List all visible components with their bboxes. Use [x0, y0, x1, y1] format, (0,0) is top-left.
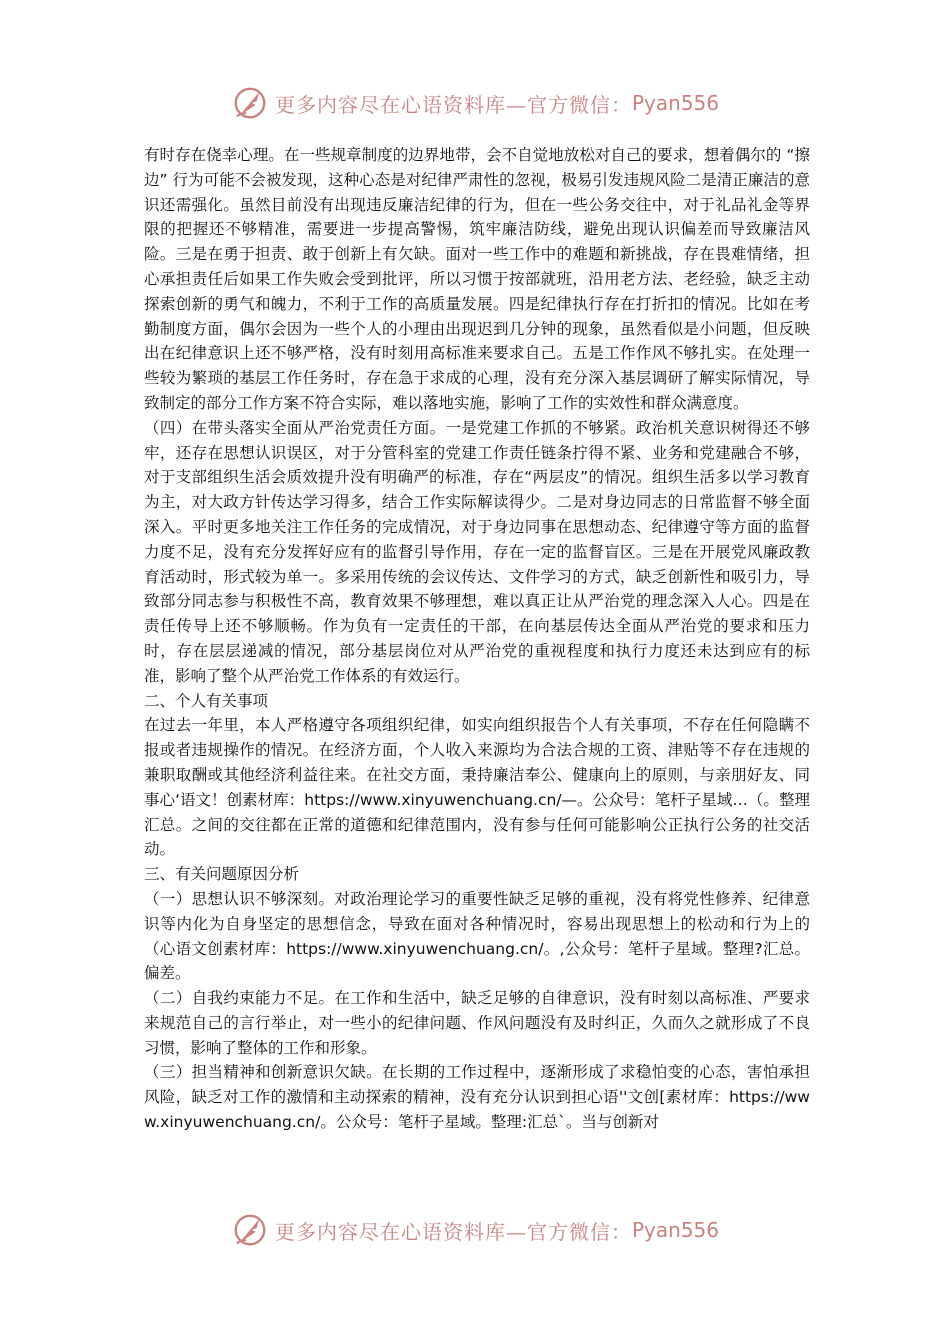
section-heading-2: 二、个人有关事项: [144, 691, 269, 710]
paragraph-2: （四）在带头落实全面从严治党责任方面。一是党建工作抓的不够紧。政治机关意识树得还不够牢，还存在思想认识误区，对于分管科室的党建工作责任链条拧得不紧、业务和党建融合不够，对于支部组织生活会质效提升没有明确严的标准，存在“两层皮”的情况。组织生活多以学习教育为主，对大政方针传达学习得多，结合工作实际解读得少。二是对身边同志的日常监督不够全面深入。平时更多地关注工作任务的完成情况，对于身边同事在思想动态、纪律遵守等方面的监督力度不足，没有充分发挥好应有的监督引导作用，存在一定的监督盲区。三是在开展党风廉政教育活动时，形式较为单一。多采用传统的会议传达、文件学习的方式，缺乏创新性和吸引力，导致部分同志参与积极性不高，教育效果不够理想，难以真正让从严治党的理念深入人心。四是在责任传导上还不够顺畅。作为负有一定责任的干部，在向基层传达全面从严治党的要求和压力时，存在层层递减的情况，部分基层岗位对从严治党的重视程度和执行力度还未达到应有的标准，影响了整个从严治党工作体系的有效运行。: [144, 418, 810, 685]
watermark-brand: Pyan556: [631, 1218, 719, 1242]
document-body: [144, 143, 810, 1135]
watermark-text: 更多内容尽在心语资料库—官方微信：: [274, 92, 632, 117]
paragraph-4: （一）思想认识不够深刻。对政治理论学习的重要性缺乏足够的重视，没有将党性修养、纪律意识等内化为自身坚定的思想信念，导致在面对各种情况时，容易出现思想上的松动和行为上的（心语文创素材库：https://www.xinyuwenchuang.cn/。,公众号：笔杆子星域。整理?汇总。偏差。: [144, 889, 810, 983]
quill-logo-icon: [231, 1211, 269, 1249]
quill-logo-icon: [231, 84, 269, 122]
watermark-brand: Pyan556: [631, 91, 719, 115]
watermark-header: [0, 78, 950, 128]
watermark-text: 更多内容尽在心语资料库—官方微信：: [274, 1219, 632, 1244]
paragraph-5: （二）自我约束能力不足。在工作和生活中，缺乏足够的自律意识，没有时刻以高标准、严要求来规范自己的言行举止，对一些小的纪律问题、作风问题没有及时纠正，久而久之就形成了不良习惯，影响了整体的工作和形象。: [144, 989, 810, 1057]
paragraph-3: 在过去一年里，本人严格遵守各项组织纪律，如实向组织报告个人有关事项，不存在任何隐瞒不报或者违规操作的情况。在经济方面，个人收入来源均为合法合规的工资、津贴等不存在违规的兼职取酬或其他经济利益往来。在社交方面，秉持廉洁奉公、健康向上的原则，与亲朋好友、同事心‘语文！创素材库：https://www.xinyuwenchuang.cn/—。公众号：笔杆子星域…（。整理汇总。之间的交往都在正常的道德和纪律范围内，没有参与任何可能影响公正执行公务的社交活动。: [144, 716, 810, 859]
watermark-footer: [0, 1205, 950, 1255]
paragraph-6: （三）担当精神和创新意识欠缺。在长期的工作过程中，逐渐形成了求稳怕变的心态，害怕承担风险，缺乏对工作的激情和主动探索的精神，没有充分认识到担心语''文创[素材库：https://www.xinyuwenchuang.cn/。公众号：笔杆子星域。整理:汇总`。当与创新对: [144, 1063, 810, 1132]
paragraph-1: 有时存在侥幸心理。在一些规章制度的边界地带，会不自觉地放松对自己的要求，想着偶尔的 “擦边” 行为可能不会被发现，这种心态是对纪律严肃性的忽视，极易引发违规风险二是清正廉洁的意识还需强化。虽然目前没有出现违反廉洁纪律的行为，但在一些公务交往中，对于礼品礼金等界限的把握还不够精准，需要进一步提高警惕，筑牢廉洁防线，避免出现认识偏差而导致廉洁风险。三是在勇于担责、敢于创新上有欠缺。面对一些工作中的难题和新挑战，存在畏难情绪，担心承担责任后如果工作失败会受到批评，所以习惯于按部就班，沿用老方法、老经验，缺乏主动探索创新的勇气和魄力，不利于工作的高质量发展。四是纪律执行存在打折扣的情况。比如在考勤制度方面，偶尔会因为一些个人的小理由出现迟到几分钟的现象，虽然看似是小问题，但反映出在纪律意识上还不够严格，没有时刻用高标准来要求自己。五是工作作风不够扎实。在处理一些较为繁琐的基层工作任务时，存在急于求成的心理，没有充分深入基层调研了解实际情况，导致制定的部分工作方案不符合实际，难以落地实施，影响了工作的实效性和群众满意度。: [144, 146, 810, 412]
section-heading-3: 三、有关问题原因分析: [144, 865, 300, 884]
